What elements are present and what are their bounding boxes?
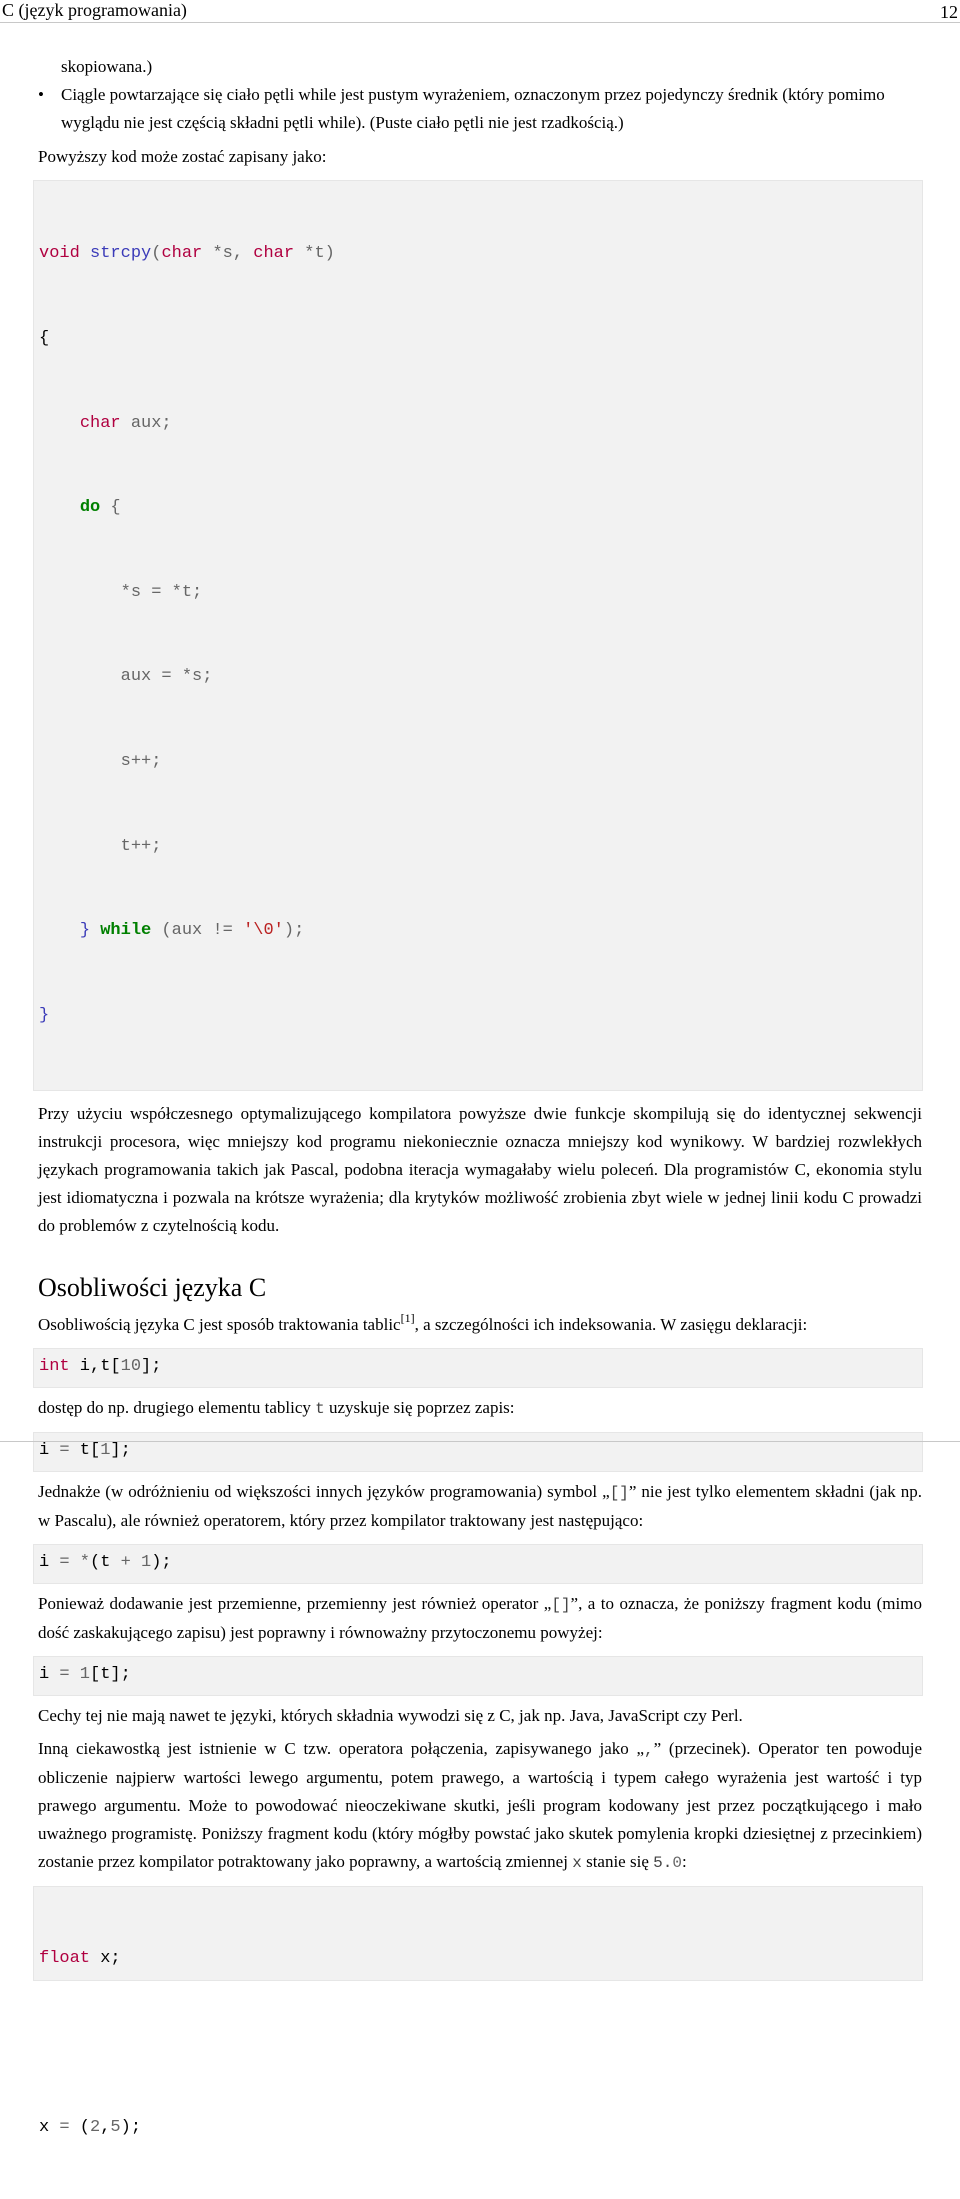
code-operator: = (59, 1553, 70, 1573)
inline-code: t (315, 1400, 325, 1419)
running-header-title: C (język programowania) (2, 0, 187, 20)
paragraph-compiler: Przy użyciu współczesnego optymalizującego kompilatora powyższe dwie funkcje skompilują się do identycznej sekwencji instrukcji procesora, więc mniejszy kod programu niekoniecznie oznacza mniejszy kod wynikowy. W bardziej rozwlekłych językach programowania takich jak Pascal, podobna iteracja wymagałaby wielu poleceń. Dla programistów C, ekonomia stylu jest idiomatyczna i pozwala na krótsze wyrażenia; dla krytyków możliwość zrobienia zbyt wiele w jednej linii kodu C prowadzi do problemów z czytelnością kodu. (38, 1104, 922, 1236)
inline-code: , (644, 1741, 654, 1760)
code-comma: , (100, 2117, 111, 2137)
code-operator: = (59, 1665, 70, 1685)
continuation-text: skopiowana.) (61, 57, 153, 76)
code-paren: ( (69, 2117, 91, 2137)
code-line: aux = *s; (120, 667, 213, 687)
code-line-end: ); (283, 921, 305, 941)
code-number: 2 (90, 2117, 101, 2137)
paragraph-text: ” nie jest tylko elementem składni (jak np. w Pascalu), ale również operatorem, który przez kompilator traktowany jest następująco: (38, 1482, 922, 1531)
code-declaration: aux; (120, 413, 172, 433)
inline-code: [] (551, 1596, 571, 1615)
inline-code: 0 (672, 1854, 682, 1873)
code-keyword: float (39, 1948, 91, 1968)
code-line-end: ]; (110, 1441, 131, 1461)
code-paren: ( (151, 244, 162, 264)
code-keyword: char (79, 413, 121, 433)
code-variable: i (39, 1441, 60, 1461)
code-line-end: ); (151, 1553, 172, 1573)
code-param: *t) (294, 244, 335, 264)
reference-link[interactable]: [1] (400, 1311, 415, 1326)
code-expression: (t (90, 1553, 121, 1573)
code-declaration: x; (90, 1948, 121, 1968)
code-number: 5 (110, 2117, 121, 2137)
code-function-name: strcpy (90, 244, 152, 264)
code-keyword: do (79, 498, 101, 518)
code-brace: } (39, 1005, 50, 1025)
code-line-end: ); (120, 2117, 142, 2137)
code-block-comma (33, 1886, 923, 2137)
code-number: 1 (100, 1441, 111, 1461)
code-keyword: int (39, 1357, 70, 1377)
code-keyword: void (39, 244, 80, 264)
code-operator: * (69, 1553, 91, 1573)
code-operator: = (59, 1441, 70, 1461)
code-line: t++; (120, 836, 162, 856)
code-block-declaration (33, 1348, 923, 1388)
page-number: 12 (940, 2, 958, 22)
paragraph-text: Osobliwością języka C jest sposób traktowania tablic (38, 1315, 401, 1335)
code-keyword: while (100, 921, 152, 941)
paragraph-arrays (38, 1311, 922, 1339)
paragraph-text: ”, a to oznacza, że poniższy fragment kodu (mimo dość zaskakującego zapisu) jest poprawny i równoważny przytoczonemu powyżej: (38, 1594, 922, 1643)
code-number: 1 (69, 1665, 91, 1685)
code-keyword: char (161, 244, 203, 264)
code-brace: { (100, 498, 121, 518)
running-header (0, 0, 960, 23)
code-declaration: i,t[ (69, 1357, 121, 1377)
paragraph-text: ” (przecinek). Operator ten powoduje obliczenie najpierw wartości lewego argumentu, potem prawego, a wartością i typem całego wyrażenia jest wartość i typ prawego argumentu. Może to powodować nieoczekiwane skutki, jeśli program kodowany jest przez początkującego i mało uważnego programistę. Poniższy fragment kodu (który mógłby powstać jako skutek pomylenia kropki dziesiętnej z przecinkiem) zostanie przez kompilator potraktowany jako poprawny, a wartością zmiennej (38, 1739, 922, 1872)
code-string: '\0' (243, 921, 284, 941)
code-operator: = (59, 2117, 70, 2137)
code-block-strcpy (33, 180, 923, 1091)
section-heading: Osobliwości języka C (38, 1273, 267, 1303)
code-number: 1 (130, 1553, 152, 1573)
code-number: 10 (120, 1357, 142, 1377)
article-body (38, 53, 922, 2137)
paragraph-operator (38, 1478, 922, 1535)
code-brace: { (39, 329, 50, 348)
paragraph-text: , a szczególności ich indeksowania. W zasięgu deklaracji: (414, 1315, 808, 1335)
code-line: *s = *t; (120, 582, 203, 602)
code-variable: x (39, 2117, 60, 2137)
paragraph-other-languages: Cechy tej nie mają nawet te języki, których składnia wywodzi się z C, jak np. Java, JavaScript czy Perl. (38, 1706, 743, 1726)
code-block-pointer (33, 1544, 923, 1584)
paragraph-comma-operator (38, 1735, 922, 1877)
code-variable: i (39, 1553, 60, 1573)
bullet-icon: • (38, 85, 44, 104)
paragraph-text: stanie się (581, 1852, 654, 1872)
inline-code: x (572, 1854, 582, 1873)
paragraph-access (38, 1394, 922, 1423)
list-item-text: Ciągle powtarzające się ciało pętli while jest pustym wyrażeniem, oznaczonym przez pojedynczy średnik (który pomimo wyglądu nie jest częścią składni pętli while). (Puste ciało pętli nie jest rzadkością.) (61, 85, 885, 132)
code-variable: i (39, 1665, 60, 1685)
code-brace: } (79, 921, 101, 941)
list-item (38, 81, 922, 137)
paragraph-text: Ponieważ dodawanie jest przemienne, przemienny jest również operator „ (38, 1594, 552, 1614)
footer-divider (0, 1441, 960, 1442)
code-line: s++; (120, 751, 162, 771)
paragraph-text: uzyskuje się poprzez zapis: (324, 1398, 515, 1418)
inline-code: [] (609, 1484, 629, 1503)
code-expression: [t]; (90, 1665, 131, 1685)
paragraph-text: Jednakże (w odróżnieniu od większości innych języków programowania) symbol „ (38, 1482, 610, 1502)
code-expression: t[ (69, 1441, 101, 1461)
code-block-access (33, 1432, 923, 1472)
paragraph-commutative (38, 1590, 922, 1647)
code-block-reversed (33, 1656, 923, 1696)
code-operator: + (120, 1553, 131, 1573)
paragraph-text: : (681, 1852, 687, 1872)
paragraph-text: dostęp do np. drugiego elementu tablicy (38, 1398, 316, 1418)
inline-code: 5. (653, 1854, 673, 1873)
paragraph-text: Inną ciekawostką jest istnienie w C tzw. operatora połączenia, zapisywanego jako „ (38, 1739, 645, 1759)
code-keyword: char (253, 244, 295, 264)
code-condition: (aux != (151, 921, 244, 941)
bullet-list (38, 81, 922, 137)
code-line-end: ]; (141, 1357, 162, 1377)
paragraph-before-code: Powyższy kod może zostać zapisany jako: (38, 147, 327, 166)
code-param: *s, (202, 244, 254, 264)
